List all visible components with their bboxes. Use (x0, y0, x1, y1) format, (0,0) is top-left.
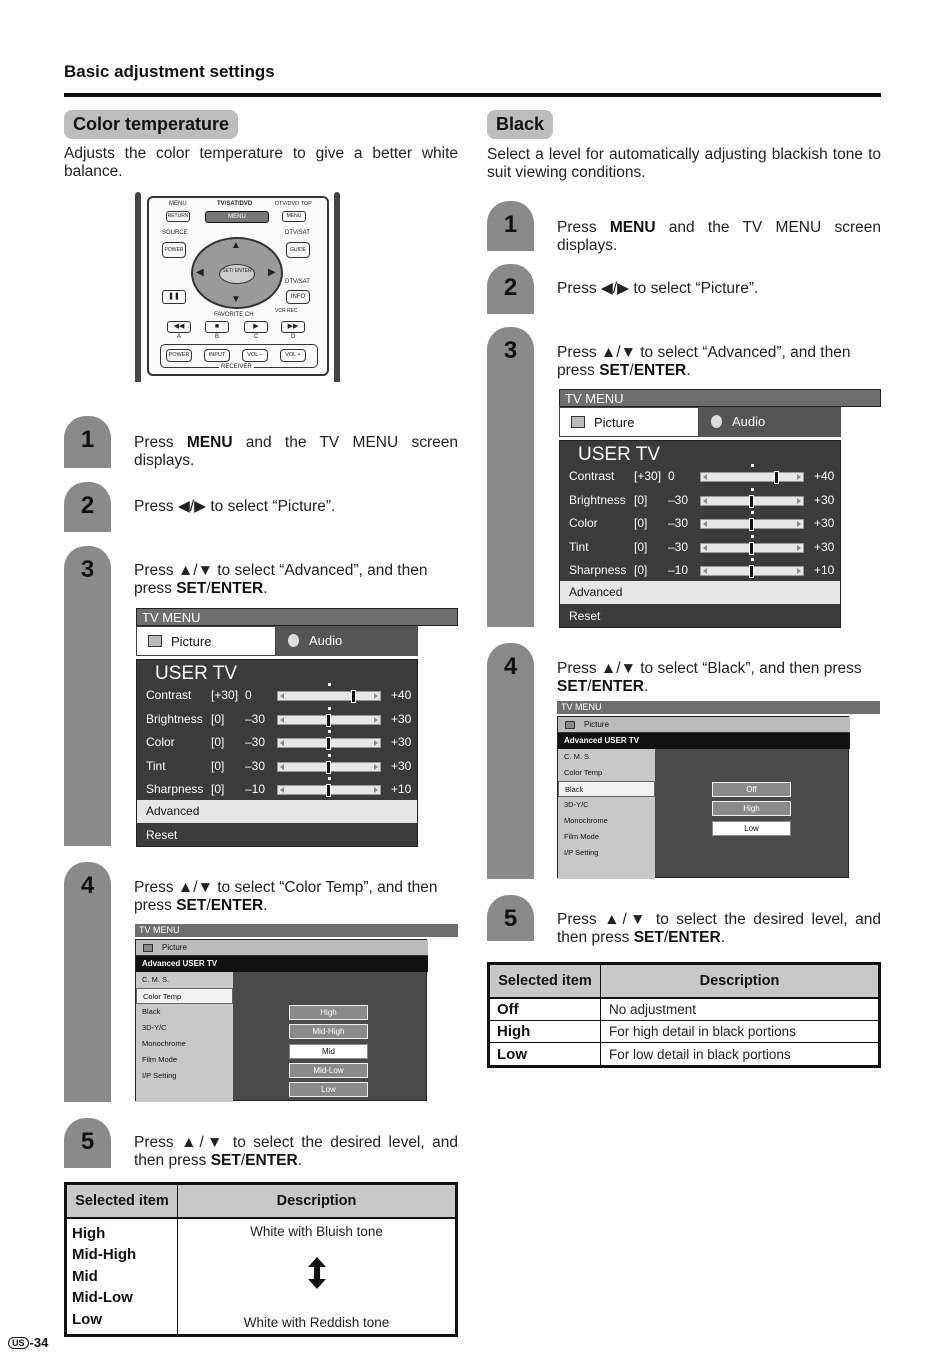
dpad-left-icon[interactable]: ◀ (196, 267, 204, 278)
receiver-vol-down-button[interactable]: VOL – (242, 349, 268, 362)
adv-item-film-mode[interactable]: Film Mode (142, 1055, 178, 1064)
setting-max: +30 (814, 492, 835, 507)
table-header-description: Description (601, 964, 880, 998)
right-step-4-text: Press ▲/▼ to select “Black”, and then press SET/ENTER. (557, 660, 862, 695)
slider-knob[interactable] (749, 518, 754, 531)
setting-row-contrast[interactable] (137, 684, 417, 706)
setting-max: +30 (814, 516, 835, 530)
adv-item-monochrome[interactable]: Monochrome (142, 1039, 186, 1048)
slider-knob[interactable] (774, 471, 779, 484)
region-badge: US (8, 1337, 29, 1349)
slider-left-icon (703, 521, 707, 527)
adv-title: Advanced USER TV (136, 956, 428, 972)
slider-center-dot (751, 558, 754, 561)
setting-slider[interactable] (700, 543, 804, 553)
slider-knob[interactable] (749, 565, 754, 578)
tv-menu-tabs (559, 407, 841, 437)
table-header-description: Description (178, 1184, 457, 1218)
left-step-3-marker (64, 546, 111, 846)
slider-left-icon (703, 568, 707, 574)
tab-picture[interactable]: Picture (559, 407, 699, 437)
right-adv-list (558, 749, 655, 879)
option-mid[interactable]: Mid (289, 1044, 368, 1059)
right-step-2-text: Press ◀/▶ to select “Picture”. (557, 280, 759, 297)
user-tv-panel (136, 659, 418, 847)
item-low: Low (72, 1310, 102, 1328)
remote-info-button[interactable]: INFO (286, 290, 310, 304)
adv-item-3dyc[interactable]: 3D-Y/C (142, 1023, 167, 1032)
remote-label-dtvsat2: DTV/SAT (285, 279, 310, 285)
table-header-item: Selected item (66, 1184, 178, 1218)
setting-slider[interactable] (700, 566, 804, 576)
black-intro: Select a level for automatically adjusting blackish tone to suit viewing conditions. (487, 146, 881, 181)
picture-icon (571, 416, 585, 428)
table-row (489, 1021, 880, 1043)
row-item-high: High (489, 1021, 601, 1043)
remote-label-dtvdvdtop: DTV/DVD TOP (275, 201, 312, 207)
slider-right-icon (797, 521, 801, 527)
black-table (487, 962, 881, 1068)
receiver-power-button[interactable]: POWER (166, 349, 192, 362)
slider-right-icon (797, 568, 801, 574)
right-advanced-menu (557, 716, 849, 878)
setting-value: [0] (634, 563, 648, 577)
setting-min: –10 (245, 782, 266, 796)
color-temp-table (64, 1182, 458, 1337)
left-step-5-number: 5 (80, 1128, 95, 1155)
right-step-3-text: Press ▲/▼ to select “Advanced”, and then press SET/ENTER. (557, 344, 851, 379)
adv-item-ip-setting[interactable]: I/P Setting (142, 1071, 177, 1080)
setting-row-tint[interactable] (137, 755, 417, 777)
setting-label: Brightness (569, 492, 626, 507)
adv-picture-tab[interactable]: Picture (136, 940, 428, 956)
desc-top: White with Bluish tone (250, 1223, 383, 1239)
picture-icon (565, 721, 575, 729)
picture-icon (148, 635, 162, 647)
adv-picture-tab[interactable]: Picture (558, 717, 850, 733)
slider-left-icon (280, 740, 284, 746)
right-step-3-marker (487, 327, 534, 627)
slider-right-icon (374, 787, 378, 793)
setting-slider[interactable] (700, 496, 804, 506)
slider-center-dot (328, 754, 331, 757)
audio-icon (711, 415, 722, 428)
adv-item-cms[interactable]: C. M. S. (564, 752, 592, 761)
setting-row-tint[interactable] (560, 536, 840, 558)
title-rule (64, 93, 881, 97)
slider-center-dot (751, 488, 754, 491)
left-step-1-number: 1 (80, 426, 95, 453)
setting-value: [0] (634, 539, 648, 554)
right-step-4-marker (487, 643, 534, 879)
row-desc-high: For high detail in black portions (609, 1024, 796, 1040)
setting-label: Brightness (146, 711, 203, 726)
slider-center-dot (328, 730, 331, 733)
adv-item-black[interactable]: Black (558, 781, 655, 797)
play-icon[interactable]: ▶ (244, 321, 268, 333)
left-step-1-text: Press MENU and the TV MENU screen displays. (134, 434, 458, 469)
slider-right-icon (797, 545, 801, 551)
tv-menu-header: TV MENU (136, 608, 458, 626)
left-step-5-text: Press ▲/▼ to select the desired level, and then press SET/ENTER. (134, 1134, 458, 1169)
user-tv-panel (559, 440, 841, 628)
setting-max: +30 (391, 758, 412, 773)
rewind-icon[interactable]: ◀◀ (167, 321, 191, 333)
remote-guide-button[interactable]: GUIDE (286, 242, 310, 258)
setting-max: +40 (814, 469, 835, 483)
right-step-2-number: 2 (503, 274, 518, 301)
reset-item[interactable]: Reset (146, 828, 178, 842)
left-tv-menu (136, 608, 458, 848)
slider-knob[interactable] (749, 495, 754, 508)
left-advanced-menu (135, 939, 427, 1101)
remote-source-power-button[interactable]: POWER (162, 242, 186, 258)
setting-row-sharpness[interactable] (560, 559, 840, 581)
setting-label: Color (146, 735, 175, 749)
setting-max: +40 (391, 688, 412, 702)
item-mid-low: Mid-Low (72, 1289, 133, 1306)
slider-knob[interactable] (326, 714, 331, 727)
slider-left-icon (703, 474, 707, 480)
adv-item-monochrome[interactable]: Monochrome (564, 816, 608, 825)
row-desc-off: No adjustment (609, 1001, 697, 1017)
setting-slider[interactable] (277, 715, 381, 725)
remote-control-illustration (135, 192, 340, 382)
adv-item-color-temp[interactable]: Color Temp (136, 988, 233, 1004)
remote-label-tvsatdvd: TV/SAT/DVD (217, 201, 253, 207)
left-step-5-marker (64, 1118, 111, 1168)
receiver-vol-up-button[interactable]: VOL + (280, 349, 306, 362)
section-tag-black: Black (487, 110, 553, 139)
left-step-3-number: 3 (80, 556, 95, 583)
slider-left-icon (280, 717, 284, 723)
row-item-off: Off (489, 998, 601, 1021)
setting-min: –30 (668, 492, 689, 507)
tv-menu-tabs (136, 626, 418, 656)
remote-label-receiver: RECEIVER (221, 364, 252, 370)
left-step-2-text: Press ◀/▶ to select “Picture”. (134, 498, 336, 515)
adv-title: Advanced USER TV (558, 733, 850, 749)
option-mid-high[interactable]: Mid-High (289, 1024, 368, 1039)
left-adv-tv-menu-header: TV MENU (135, 924, 458, 937)
page-title: Basic adjustment settings (64, 62, 275, 81)
item-mid-high: Mid-High (72, 1246, 137, 1263)
adv-item-ip-setting[interactable]: I/P Setting (564, 848, 599, 857)
right-step-5-text: Press ▲/▼ to select the desired level, and then press SET/ENTER. (557, 911, 881, 946)
advanced-item[interactable]: Advanced (560, 581, 840, 604)
setting-max: +30 (391, 735, 412, 749)
setting-label: Contrast (146, 688, 192, 702)
setting-slider[interactable] (277, 762, 381, 772)
left-step-2-marker (64, 482, 111, 532)
remote-label-d: D (291, 334, 296, 340)
adv-item-black[interactable]: Black (142, 1007, 161, 1016)
left-step-4-text: Press ▲/▼ to select “Color Temp”, and then press SET/ENTER. (134, 879, 438, 914)
slider-right-icon (797, 474, 801, 480)
setting-value: [0] (211, 735, 225, 749)
table-header-item: Selected item (489, 964, 601, 998)
left-step-2-number: 2 (80, 492, 95, 519)
remote-label-menu: MENU (169, 201, 187, 207)
tab-audio[interactable]: Audio (276, 626, 418, 656)
slider-right-icon (374, 693, 378, 699)
option-mid-low[interactable]: Mid-Low (289, 1063, 368, 1078)
remote-label-b: B (215, 334, 220, 340)
setting-max: +30 (814, 539, 835, 554)
left-step-1-marker (64, 416, 111, 468)
setting-max: +10 (391, 782, 412, 796)
setting-min: –10 (668, 563, 689, 577)
slider-knob[interactable] (351, 690, 356, 703)
setting-label: Sharpness (569, 563, 627, 577)
table-row (489, 1043, 880, 1067)
setting-value: [0] (211, 758, 225, 773)
reset-item[interactable]: Reset (569, 609, 601, 623)
dpad-right-icon[interactable]: ▶ (268, 267, 276, 278)
setting-value: [0] (634, 492, 648, 507)
setting-min: –30 (668, 516, 689, 530)
picture-icon (143, 944, 153, 952)
slider-center-dot (751, 511, 754, 514)
slider-center-dot (751, 464, 754, 467)
section-tag-color-temperature: Color temperature (64, 110, 238, 139)
right-tv-menu (559, 389, 881, 629)
slider-right-icon (374, 764, 378, 770)
setting-row-color[interactable] (137, 731, 417, 753)
remote-menu-right-button[interactable]: MENU (282, 211, 306, 222)
fast-forward-icon[interactable]: ▶▶ (281, 321, 305, 333)
remote-return-button[interactable]: RETURN (166, 211, 190, 222)
right-step-1-number: 1 (503, 211, 518, 238)
pause-icon[interactable]: ❚❚ (162, 290, 186, 304)
setting-value: [0] (211, 782, 225, 796)
setting-slider[interactable] (700, 472, 804, 482)
setting-label: Sharpness (146, 782, 204, 796)
setting-row-color[interactable] (560, 512, 840, 534)
tab-audio[interactable]: Audio (699, 407, 841, 437)
adv-item-film-mode[interactable]: Film Mode (564, 832, 600, 841)
row-item-low: Low (489, 1043, 601, 1067)
option-low[interactable]: Low (289, 1082, 368, 1097)
left-step-4-number: 4 (80, 872, 95, 899)
color-temp-items (66, 1218, 178, 1336)
setting-row-brightness[interactable] (560, 489, 840, 511)
desc-bottom: White with Reddish tone (243, 1315, 390, 1330)
adv-item-3dyc[interactable]: 3D-Y/C (564, 800, 589, 809)
setting-min: –30 (245, 711, 266, 726)
setting-row-brightness[interactable] (137, 708, 417, 730)
setting-label: Color (569, 516, 598, 530)
setting-label: Contrast (569, 469, 615, 483)
right-step-1-marker (487, 201, 534, 251)
table-row (489, 998, 880, 1021)
option-high[interactable]: High (712, 801, 791, 816)
adv-item-color-temp[interactable]: Color Temp (564, 768, 603, 777)
row-desc-low: For low detail in black portions (609, 1046, 791, 1062)
right-step-5-number: 5 (503, 905, 518, 932)
setting-slider[interactable] (277, 785, 381, 795)
remote-edge-right (334, 192, 340, 382)
setting-label: Tint (146, 758, 166, 773)
right-step-3-number: 3 (503, 337, 518, 364)
advanced-item[interactable]: Advanced (137, 800, 417, 823)
slider-knob[interactable] (326, 784, 331, 797)
remote-set-enter-button[interactable]: SET/ ENTER (219, 264, 255, 284)
slider-center-dot (328, 777, 331, 780)
user-tv-title: USER TV (155, 663, 238, 684)
setting-max: +10 (814, 563, 835, 577)
slider-right-icon (374, 740, 378, 746)
setting-min: –30 (668, 539, 689, 554)
adv-item-cms[interactable]: C. M. S. (142, 975, 170, 984)
item-mid: Mid (72, 1267, 98, 1285)
slider-knob[interactable] (326, 761, 331, 774)
setting-min: 0 (668, 469, 675, 483)
slider-left-icon (703, 498, 707, 504)
option-low[interactable]: Low (712, 821, 791, 836)
slider-right-icon (797, 498, 801, 504)
remote-label-dtvsat: DTV/SAT (285, 230, 310, 236)
setting-min: –30 (245, 735, 266, 749)
left-step-3-text: Press ▲/▼ to select “Advanced”, and then press SET/ENTER. (134, 562, 428, 597)
item-high: High (72, 1224, 106, 1242)
setting-min: –30 (245, 758, 266, 773)
remote-label-a: A (177, 334, 182, 340)
right-step-2-marker (487, 264, 534, 314)
slider-left-icon (280, 787, 284, 793)
left-adv-list (136, 972, 233, 1102)
setting-value: [0] (634, 516, 648, 530)
setting-max: +30 (391, 711, 412, 726)
remote-menu-button[interactable]: MENU (205, 211, 269, 223)
remote-label-vcr-rec: VCR REC (275, 308, 298, 314)
slider-left-icon (280, 693, 284, 699)
right-adv-tv-menu-header: TV MENU (557, 701, 880, 714)
right-step-4-number: 4 (503, 653, 518, 680)
remote-label-source: SOURCE (162, 230, 188, 236)
slider-knob[interactable] (749, 542, 754, 555)
remote-label-favorite: FAVORITE CH (214, 312, 254, 318)
right-step-1-text: Press MENU and the TV MENU screen displays. (557, 219, 881, 254)
right-step-5-marker (487, 895, 534, 941)
slider-center-dot (328, 707, 331, 710)
option-off[interactable]: Off (712, 782, 791, 797)
setting-value: [0] (211, 711, 225, 726)
color-temp-description (178, 1218, 457, 1336)
slider-right-icon (374, 717, 378, 723)
remote-edge-left (135, 192, 141, 382)
setting-value: [+30] (211, 688, 239, 702)
audio-icon (288, 634, 299, 647)
slider-center-dot (751, 535, 754, 538)
remote-label-c: C (254, 334, 259, 340)
left-step-4-marker (64, 862, 111, 1102)
setting-value: [+30] (634, 469, 662, 483)
setting-row-contrast[interactable] (560, 465, 840, 487)
color-temp-intro: Adjusts the color temperature to give a better white balance. (64, 145, 458, 180)
up-down-arrow-icon (308, 1257, 326, 1292)
setting-slider[interactable] (277, 691, 381, 701)
tv-menu-header: TV MENU (559, 389, 881, 407)
setting-slider[interactable] (277, 738, 381, 748)
setting-slider[interactable] (700, 519, 804, 529)
user-tv-title: USER TV (578, 444, 661, 465)
dpad-down-icon[interactable]: ▼ (231, 294, 241, 305)
slider-left-icon (703, 545, 707, 551)
setting-label: Tint (569, 539, 589, 554)
stop-icon[interactable]: ■ (205, 321, 229, 333)
dpad-up-icon[interactable]: ▲ (231, 240, 241, 251)
slider-left-icon (280, 764, 284, 770)
setting-row-sharpness[interactable] (137, 778, 417, 800)
option-high[interactable]: High (289, 1005, 368, 1020)
tab-picture[interactable]: Picture (136, 626, 276, 656)
setting-min: 0 (245, 688, 252, 702)
page-number: US -34 (8, 1335, 48, 1350)
slider-knob[interactable] (326, 737, 331, 750)
slider-center-dot (328, 683, 331, 686)
receiver-input-button[interactable]: INPUT (204, 349, 230, 362)
